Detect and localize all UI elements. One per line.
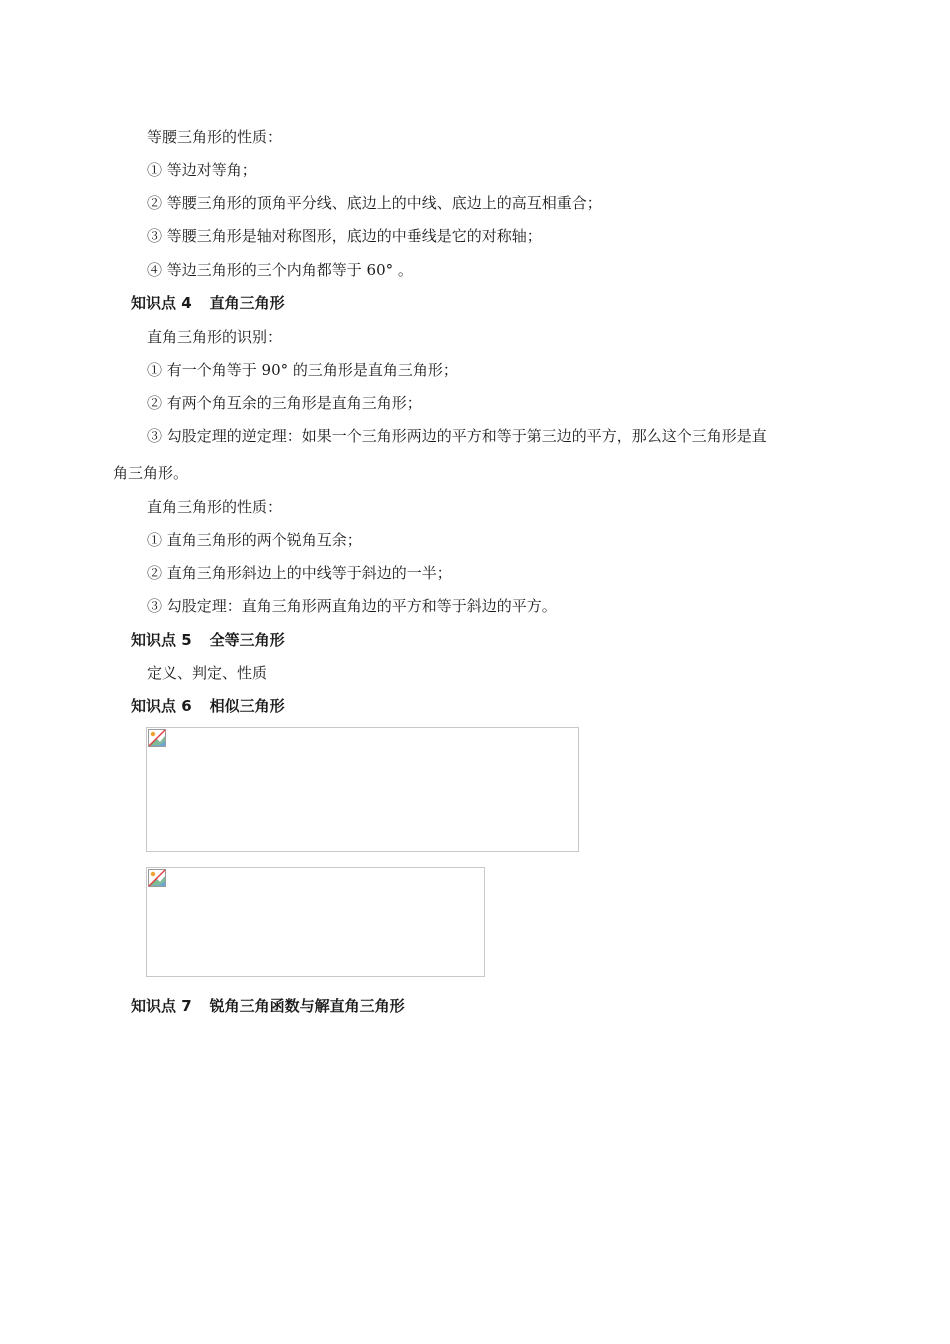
image-placeholder-2 bbox=[146, 867, 485, 977]
knowledge-point-7-title: 锐角三角函数与解直角三角形 bbox=[209, 997, 405, 1015]
knowledge-point-6-label: 知识点 6 bbox=[131, 697, 192, 715]
right-triangle-property-1: ① 直角三角形的两个锐角互余； bbox=[147, 531, 362, 549]
right-triangle-identification-title: 直角三角形的识别： bbox=[147, 328, 283, 346]
knowledge-point-5-title: 全等三角形 bbox=[209, 631, 285, 649]
knowledge-point-7-label: 知识点 7 bbox=[131, 997, 192, 1015]
isosceles-property-2: ② 等腰三角形的顶角平分线、底边上的中线、底边上的高互相重合； bbox=[147, 194, 602, 212]
broken-image-icon bbox=[148, 869, 166, 887]
knowledge-point-7-heading bbox=[131, 996, 405, 1016]
right-triangle-property-2: ② 直角三角形斜边上的中线等于斜边的一半； bbox=[147, 564, 452, 582]
isosceles-property-4: ④ 等边三角形的三个内角都等于 60° 。 bbox=[147, 261, 413, 279]
broken-image-icon bbox=[148, 729, 166, 747]
right-triangle-property-3: ③ 勾股定理：直角三角形两直角边的平方和等于斜边的平方。 bbox=[147, 597, 557, 615]
isosceles-property-3: ③ 等腰三角形是轴对称图形，底边的中垂线是它的对称轴； bbox=[147, 227, 542, 245]
right-triangle-identification-3-wrap: 角三角形。 bbox=[113, 464, 189, 482]
right-triangle-identification-2: ② 有两个角互余的三角形是直角三角形； bbox=[147, 394, 422, 412]
right-triangle-identification-3: ③ 勾股定理的逆定理：如果一个三角形两边的平方和等于第三边的平方，那么这个三角形是直 bbox=[147, 427, 767, 445]
knowledge-point-6-heading bbox=[131, 696, 285, 716]
knowledge-point-5-heading bbox=[131, 630, 285, 650]
knowledge-point-6-title: 相似三角形 bbox=[209, 697, 285, 715]
isosceles-property-1: ① 等边对等角； bbox=[147, 161, 257, 179]
knowledge-point-4-heading bbox=[131, 293, 285, 313]
knowledge-point-4-label: 知识点 4 bbox=[131, 294, 192, 312]
right-triangle-properties-title: 直角三角形的性质： bbox=[147, 498, 283, 516]
knowledge-point-5-label: 知识点 5 bbox=[131, 631, 192, 649]
right-triangle-identification-1: ① 有一个角等于 90° 的三角形是直角三角形； bbox=[147, 361, 458, 379]
knowledge-point-4-title: 直角三角形 bbox=[209, 294, 285, 312]
congruent-triangle-body: 定义、判定、性质 bbox=[147, 664, 268, 682]
image-placeholder-1 bbox=[146, 727, 579, 852]
isosceles-properties-title: 等腰三角形的性质： bbox=[147, 128, 283, 146]
